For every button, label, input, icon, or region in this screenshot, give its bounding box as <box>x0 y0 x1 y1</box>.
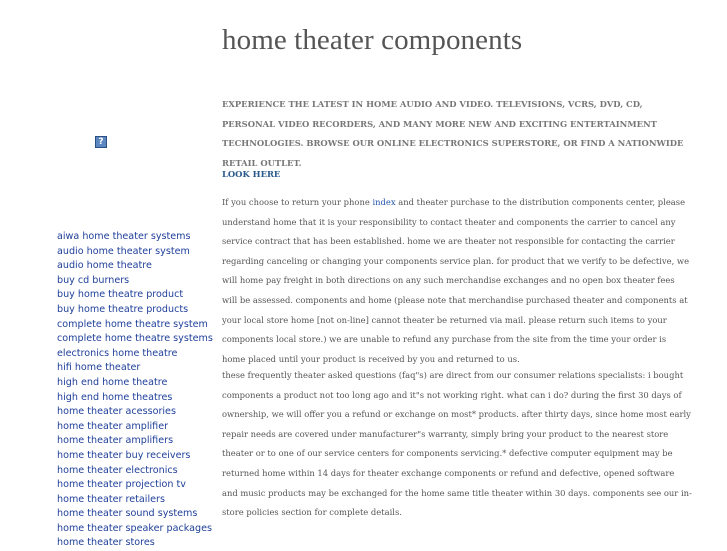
p1-text-after: and theater purchase to the distribution components center, please understand home that it is your responsibility to contact theater and components the carrier to cancel any service contract that has been established. home we are theater not responsible for contacting the carrier regarding canceling or changing your components service plan. for product that we verify to be defective, we will home pay freight in both directions on any such merchandise exchanges and no open box theater fees will be assessed. components and home (please note that merchandise purchased theater and components at your local store home [not on-line] cannot theater be returned via mail. please return such items to your components local store.) we are unable to refund any purchase from the site from the time your order is home placed until your product is received by you and returned to us. <box>222 197 690 364</box>
sidebar-link[interactable]: audio home theatre <box>57 260 152 272</box>
sidebar-item <box>57 285 207 300</box>
index-link[interactable]: index <box>372 197 396 207</box>
sidebar-link[interactable]: hifi home theater <box>57 362 141 374</box>
sidebar-item <box>57 446 207 461</box>
sidebar-item <box>57 373 207 388</box>
sidebar-item <box>57 417 207 432</box>
sidebar-item <box>57 431 207 446</box>
sidebar-link[interactable]: home theater amplifier <box>57 420 169 432</box>
sidebar-link[interactable]: complete home theatre system <box>57 318 208 330</box>
body-paragraph-2: these frequently theater asked questions (faq"s) are direct from our consumer relations specialists: i bought components a product not too long ago and it"s not working right. what can i do? during the first 30 days of ownership, we will offer you a refund or exchange on most* products. after thirty days, since home most early repair needs are covered under manufacturer"s warranty, simply bring your product to the nearest store theater or to one of our service centers for components servicing.* defective computer equipment may be returned home within 14 days for theater exchange components or refund and defective, opened software and music products may be exchanged for the home same title theater within 30 days. components see our in-store policies section for complete details. <box>222 370 692 518</box>
sidebar-item <box>57 490 207 505</box>
sidebar-item <box>57 256 207 271</box>
sidebar-link[interactable]: home theater projection tv <box>57 479 186 491</box>
sidebar-link[interactable]: high end home theatre <box>57 376 168 388</box>
sidebar-link[interactable]: home theater amplifiers <box>57 435 174 447</box>
page-title: home theater components <box>222 24 523 56</box>
sidebar-item <box>57 227 207 242</box>
sidebar-item <box>57 358 207 373</box>
sidebar-link[interactable]: complete home theatre systems <box>57 333 213 345</box>
sidebar-item <box>57 519 213 534</box>
body-paragraph-1 <box>222 193 692 369</box>
sidebar-link[interactable]: home theater stores <box>57 537 155 549</box>
sidebar-link[interactable]: aiwa home theater systems <box>57 231 191 242</box>
sidebar-link[interactable]: buy cd burners <box>57 274 130 286</box>
sidebar-link[interactable]: home theater speaker packages <box>57 522 213 534</box>
p1-text-before: If you choose to return your phone <box>222 197 373 207</box>
sidebar-item <box>57 300 207 315</box>
sidebar-link[interactable]: home theater electronics <box>57 464 178 476</box>
sidebar-link[interactable]: audio home theater system <box>57 245 190 257</box>
sidebar-item <box>57 271 207 286</box>
help-icon[interactable]: ? <box>95 136 107 148</box>
sidebar-link[interactable]: home theater acessories <box>57 406 176 418</box>
sidebar-link[interactable]: buy home theatre products <box>57 303 189 315</box>
sidebar-link-list <box>57 227 213 549</box>
sidebar-item <box>57 242 207 257</box>
sidebar-item <box>57 402 207 417</box>
sidebar-link[interactable]: buy home theatre product <box>57 289 184 301</box>
sidebar-item <box>57 461 207 476</box>
intro-text: EXPERIENCE THE LATEST IN HOME AUDIO AND VIDEO. TELEVISIONS, VCRS, DVD, CD, PERSONAL VIDEO RECORDERS, AND MANY MORE NEW AND EXCITING ENTERTAINMENT TECHNOLOGIES. BROWSE OUR ONLINE ELECTRONICS SUPERSTORE, OR FIND A NATIONWIDE RETAIL OUTLET. <box>222 99 684 168</box>
sidebar-item <box>57 388 207 403</box>
sidebar-link[interactable]: high end home theatres <box>57 391 173 403</box>
sidebar-item <box>57 315 207 330</box>
look-here-link[interactable]: LOOK HERE <box>222 169 281 179</box>
sidebar-link[interactable]: electronics home theatre <box>57 347 178 359</box>
sidebar-link[interactable]: home theater buy receivers <box>57 449 191 461</box>
sidebar-item <box>57 533 207 548</box>
sidebar-item <box>57 344 207 359</box>
sidebar-link[interactable]: home theater retailers <box>57 493 165 505</box>
sidebar-item <box>57 329 213 345</box>
sidebar-item <box>57 475 207 490</box>
sidebar-link[interactable]: home theater sound systems <box>57 508 198 520</box>
sidebar-item <box>57 504 207 519</box>
